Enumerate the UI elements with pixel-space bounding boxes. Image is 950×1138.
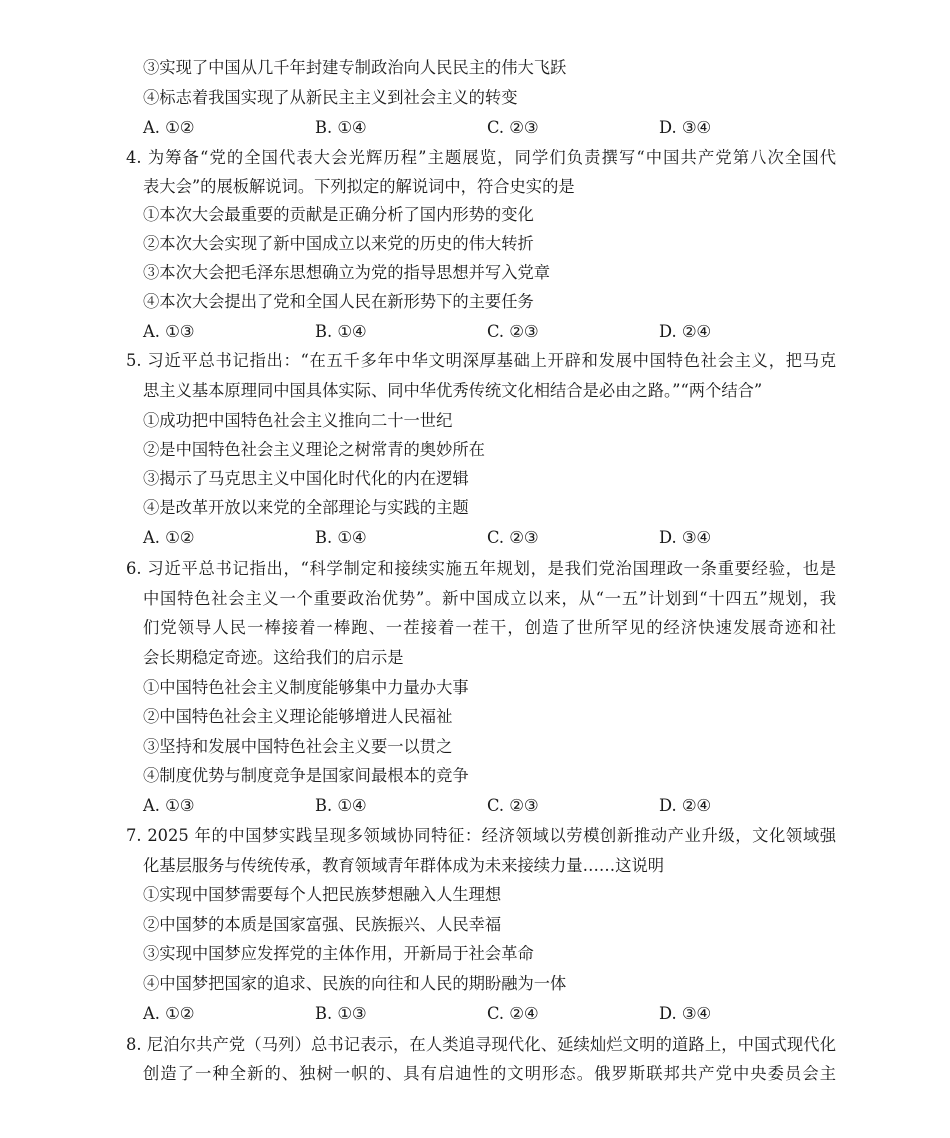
- q5-stem-line-1: 5. 习近平总书记指出：“在五千多年中华文明深厚基础上开辟和发展中国特色社会主义，把马克: [126, 351, 836, 370]
- q6-option-2: ②中国特色社会主义理论能够增进人民福祉: [143, 707, 453, 726]
- q3-answer-a: A. ①②: [143, 118, 195, 137]
- q4-stem-line-1: 4. 为筹备“党的全国代表大会光辉历程”主题展览，同学们负责撰写“中国共产党第八次全国代: [126, 148, 836, 167]
- q6-answer-a: A. ①③: [143, 796, 195, 815]
- q6-stem-line-1: 6. 习近平总书记指出，“科学制定和接续实施五年规划，是我们党治国理政一条重要经验，也是: [126, 559, 836, 578]
- q6-answer-d: D. ②④: [659, 796, 712, 815]
- q3-option-4: ④标志着我国实现了从新民主主义到社会主义的转变: [143, 88, 518, 107]
- q7-answer-c: C. ②④: [487, 1004, 539, 1023]
- q5-option-1: ①成功把中国特色社会主义推向二十一世纪: [143, 411, 453, 430]
- q7-option-4: ④中国梦把国家的追求、民族的向往和人民的期盼融为一体: [143, 974, 567, 993]
- q7-stem-line-2: 化基层服务与传统传承，教育领域青年群体成为未来接续力量……这说明: [143, 856, 665, 875]
- q4-answer-a: A. ①③: [143, 322, 195, 341]
- q4-answer-b: B. ①④: [315, 322, 367, 341]
- q7-option-3: ③实现中国梦应发挥党的主体作用，开新局于社会革命: [143, 944, 534, 963]
- q5-stem-line-2: 思主义基本原理同中国具体实际、同中华优秀传统文化相结合是必由之路。”“两个结合”: [143, 381, 763, 400]
- q4-option-3: ③本次大会把毛泽东思想确立为党的指导思想并写入党章: [143, 263, 551, 282]
- q6-answer-row: [143, 796, 743, 816]
- q3-option-3: ③实现了中国从几千年封建专制政治向人民民主的伟大飞跃: [143, 58, 567, 77]
- q4-stem-line-2: 表大会”的展板解说词。下列拟定的解说词中，符合史实的是: [143, 177, 575, 196]
- q7-answer-row: [143, 1004, 743, 1024]
- q5-answer-a: A. ①②: [143, 528, 195, 547]
- q5-option-3: ③揭示了马克思主义中国化时代化的内在逻辑: [143, 469, 469, 488]
- q7-option-2: ②中国梦的本质是国家富强、民族振兴、人民幸福: [143, 915, 502, 934]
- q3-answer-b: B. ①④: [315, 118, 367, 137]
- q4-option-2: ②本次大会实现了新中国成立以来党的历史的伟大转折: [143, 234, 534, 253]
- q3-answer-row: [143, 118, 743, 138]
- q6-stem-line-2: 中国特色社会主义一个重要政治优势”。新中国成立以来，从“一五”计划到“十四五”规划，我: [143, 589, 836, 608]
- q6-stem-line-3: 们党领导人民一棒接着一棒跑、一茬接着一茬干，创造了世所罕见的经济快速发展奇迹和社: [143, 618, 836, 637]
- q7-answer-d: D. ③④: [659, 1004, 712, 1023]
- q7-option-1: ①实现中国梦需要每个人把民族梦想融入人生理想: [143, 885, 502, 904]
- q4-answer-c: C. ②③: [487, 322, 539, 341]
- q5-option-4: ④是改革开放以来党的全部理论与实践的主题: [143, 498, 469, 517]
- q5-option-2: ②是中国特色社会主义理论之树常青的奥妙所在: [143, 440, 485, 459]
- q4-option-1: ①本次大会最重要的贡献是正确分析了国内形势的变化: [143, 205, 534, 224]
- q8-stem-line-2: 创造了一种全新的、独树一帜的、具有启迪性的文明形态。俄罗斯联邦共产党中央委员会主: [143, 1064, 836, 1083]
- q7-answer-b: B. ①③: [315, 1004, 367, 1023]
- q6-option-3: ③坚持和发展中国特色社会主义要一以贯之: [143, 737, 453, 756]
- q6-answer-b: B. ①④: [315, 796, 367, 815]
- q6-stem-line-4: 会长期稳定奇迹。这给我们的启示是: [143, 648, 404, 667]
- q4-answer-row: [143, 322, 743, 342]
- q6-option-1: ①中国特色社会主义制度能够集中力量办大事: [143, 678, 469, 697]
- q3-answer-d: D. ③④: [659, 118, 712, 137]
- q6-option-4: ④制度优势与制度竞争是国家间最根本的竞争: [143, 766, 469, 785]
- q5-answer-row: [143, 528, 743, 548]
- q8-stem-line-1: 8. 尼泊尔共产党（马列）总书记表示，在人类追寻现代化、延续灿烂文明的道路上，中国式现代化: [126, 1035, 836, 1054]
- q7-answer-a: A. ①②: [143, 1004, 195, 1023]
- q5-answer-b: B. ①④: [315, 528, 367, 547]
- q4-option-4: ④本次大会提出了党和全国人民在新形势下的主要任务: [143, 292, 534, 311]
- q5-answer-c: C. ②③: [487, 528, 539, 547]
- q6-answer-c: C. ②③: [487, 796, 539, 815]
- q7-stem-line-1: 7. 2025 年的中国梦实践呈现多领域协同特征：经济领域以劳模创新推动产业升级，文化领域强: [126, 826, 836, 845]
- q3-answer-c: C. ②③: [487, 118, 539, 137]
- q4-answer-d: D. ②④: [659, 322, 712, 341]
- q5-answer-d: D. ③④: [659, 528, 712, 547]
